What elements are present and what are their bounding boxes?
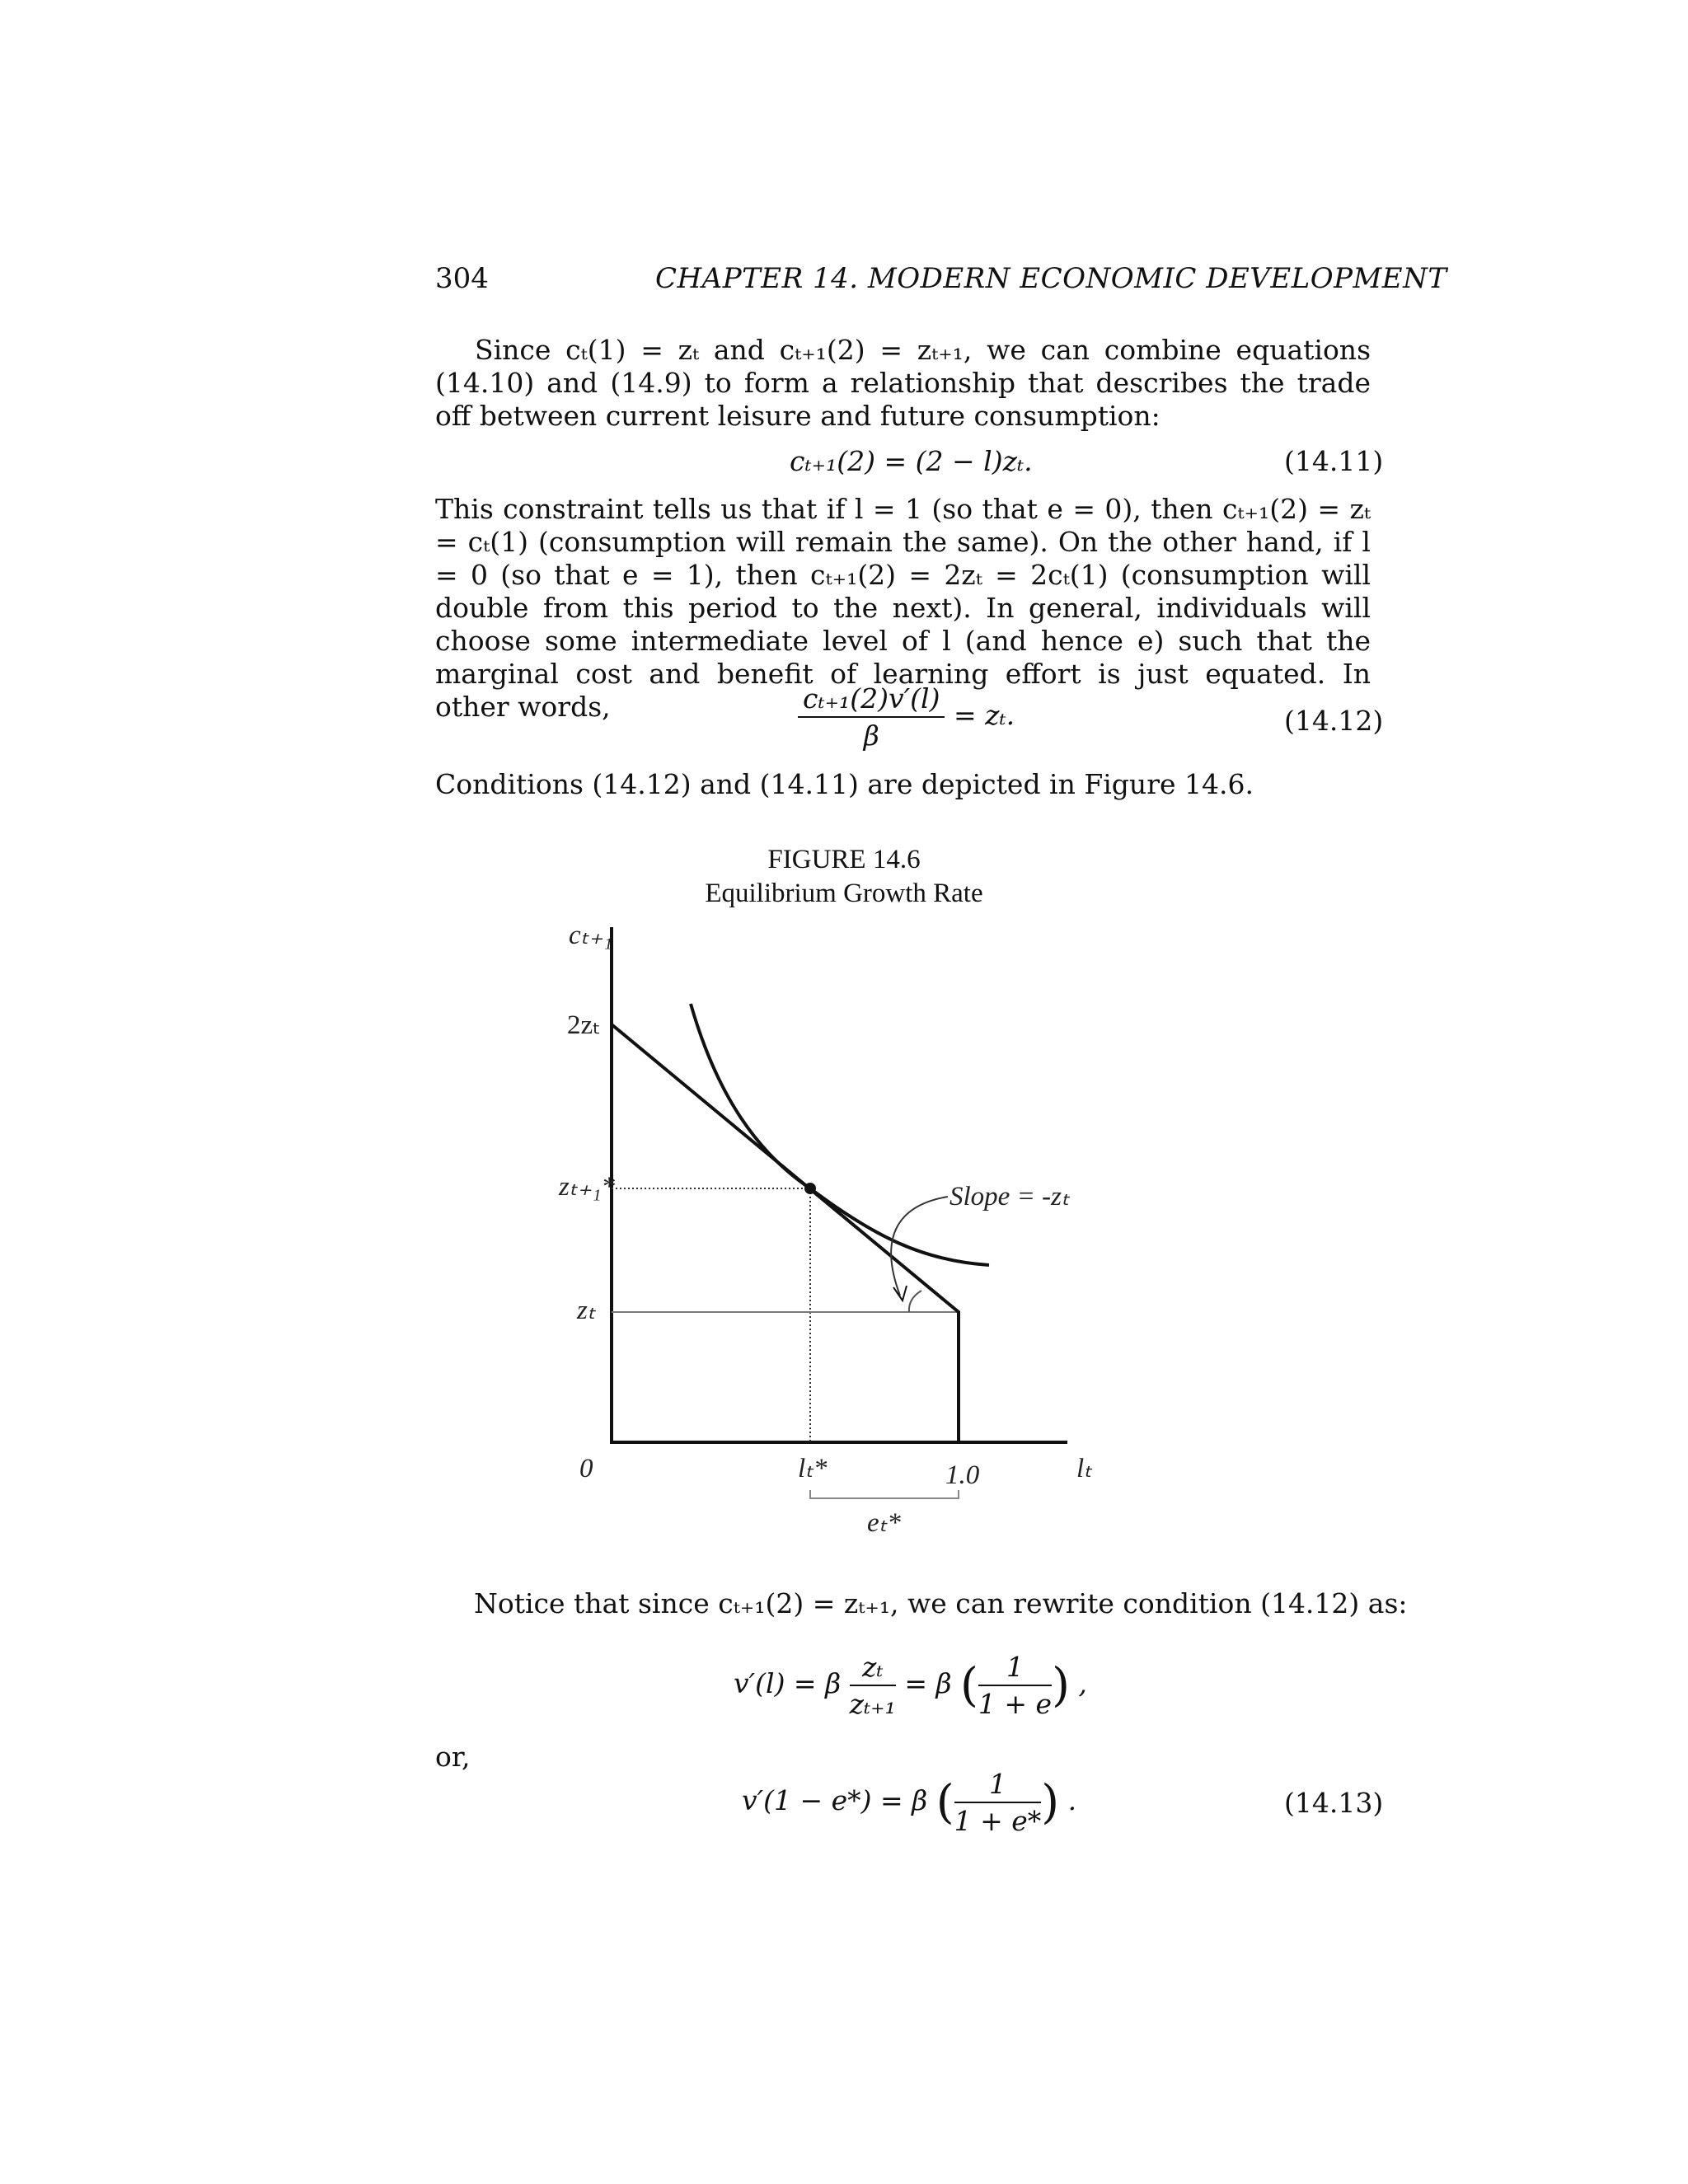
x-tick-one: 1.0 <box>945 1460 980 1490</box>
equation-a-lhs: v′(l) = β <box>734 1667 842 1699</box>
y-tick-z: zₜ <box>577 1296 596 1325</box>
equation-14-13-end: . <box>1067 1784 1077 1816</box>
figure-number: FIGURE 14.6 <box>767 845 921 874</box>
x-axis-label: lₜ <box>1076 1454 1092 1483</box>
bracket-label: eₜ* <box>867 1508 901 1538</box>
equation-a-fraction-2-bottom: 1 + e <box>978 1688 1053 1720</box>
equation-a-fraction-2-top: 1 <box>978 1651 1052 1686</box>
equation-14-12-numerator: cₜ₊₁(2)v′(l) <box>798 682 945 718</box>
equation-a-fraction-1-bottom: zₜ₊₁ <box>849 1688 896 1720</box>
paragraph-3: Conditions (14.12) and (14.11) are depicted in Figure 14.6. <box>435 768 1254 800</box>
x-tick-lstar: lₜ* <box>798 1454 828 1483</box>
origin-label: 0 <box>579 1454 593 1483</box>
left-paren-icon: ( <box>935 1775 954 1830</box>
equation-number-14-11: (14.11) <box>1284 445 1384 477</box>
equation-a-fraction-1-top: zₜ <box>850 1651 896 1686</box>
arrow-icon <box>893 1286 907 1301</box>
slope-annotation: Slope = -zₜ <box>950 1182 1070 1212</box>
equation-14-11: cₜ₊₁(2) = (2 − l)zₜ. <box>790 445 1033 477</box>
figure-title: Equilibrium Growth Rate <box>705 879 983 908</box>
equation-14-13 <box>742 1768 1076 1837</box>
equation-number-14-12: (14.12) <box>1284 705 1384 737</box>
equation-unnumbered <box>734 1651 1087 1720</box>
equation-14-12-denominator: β <box>863 719 879 752</box>
equation-a-end: , <box>1078 1667 1087 1699</box>
y-tick-zstar: zₜ₊₁* <box>559 1172 615 1202</box>
right-paren-icon: ) <box>1052 1658 1070 1713</box>
page-number: 304 <box>435 262 489 295</box>
equation-14-13-fraction <box>954 1768 1042 1837</box>
equilibrium-point <box>804 1183 816 1194</box>
equation-a-fraction-1 <box>850 1651 896 1720</box>
budget-constraint-line <box>612 1024 959 1442</box>
indifference-curve <box>691 1004 989 1265</box>
equation-14-13-fraction-bottom: 1 + e* <box>954 1805 1042 1837</box>
equation-a-fraction-2 <box>978 1651 1052 1720</box>
paragraph-4: Notice that since cₜ₊₁(2) = zₜ₊₁, we can rewrite condition (14.12) as: <box>474 1587 1408 1619</box>
y-axis-label: cₜ₊₁ <box>569 921 613 950</box>
running-header: CHAPTER 14. MODERN ECONOMIC DEVELOPMENT <box>655 262 1447 295</box>
paragraph-2: This constraint tells us that if l = 1 (so that e = 0), then cₜ₊₁(2) = zₜ = cₜ(1) (consumption will remain the same). On the other hand, if l = 0 (so that e = 1), then cₜ₊₁(2) = 2zₜ = 2cₜ(1) (consumption will double from this period to the next). In general, individuals will choose some intermediate level of l (and hence e) such that the marginal cost and benefit of learning effort is just equated. In other words, <box>435 493 1371 723</box>
y-tick-2z: 2zₜ <box>567 1010 601 1040</box>
paragraph-5: or, <box>435 1741 471 1773</box>
angle-arc <box>909 1291 921 1312</box>
left-paren-icon: ( <box>960 1658 978 1713</box>
equation-14-12-rhs: = zₜ. <box>953 699 1015 731</box>
e-star-bracket <box>810 1490 959 1498</box>
equation-a-mid: = β <box>904 1667 952 1699</box>
equation-14-13-fraction-top: 1 <box>954 1768 1042 1803</box>
equation-number-14-13: (14.13) <box>1284 1787 1384 1819</box>
right-paren-icon: ) <box>1041 1775 1060 1830</box>
equation-14-13-lhs: v′(1 − e*) = β <box>742 1784 928 1816</box>
paragraph-1: Since cₜ(1) = zₜ and cₜ₊₁(2) = zₜ₊₁, we can combine equations (14.10) and (14.9) to form a relationship that describes the trade off between current leisure and future consumption: <box>435 334 1371 432</box>
